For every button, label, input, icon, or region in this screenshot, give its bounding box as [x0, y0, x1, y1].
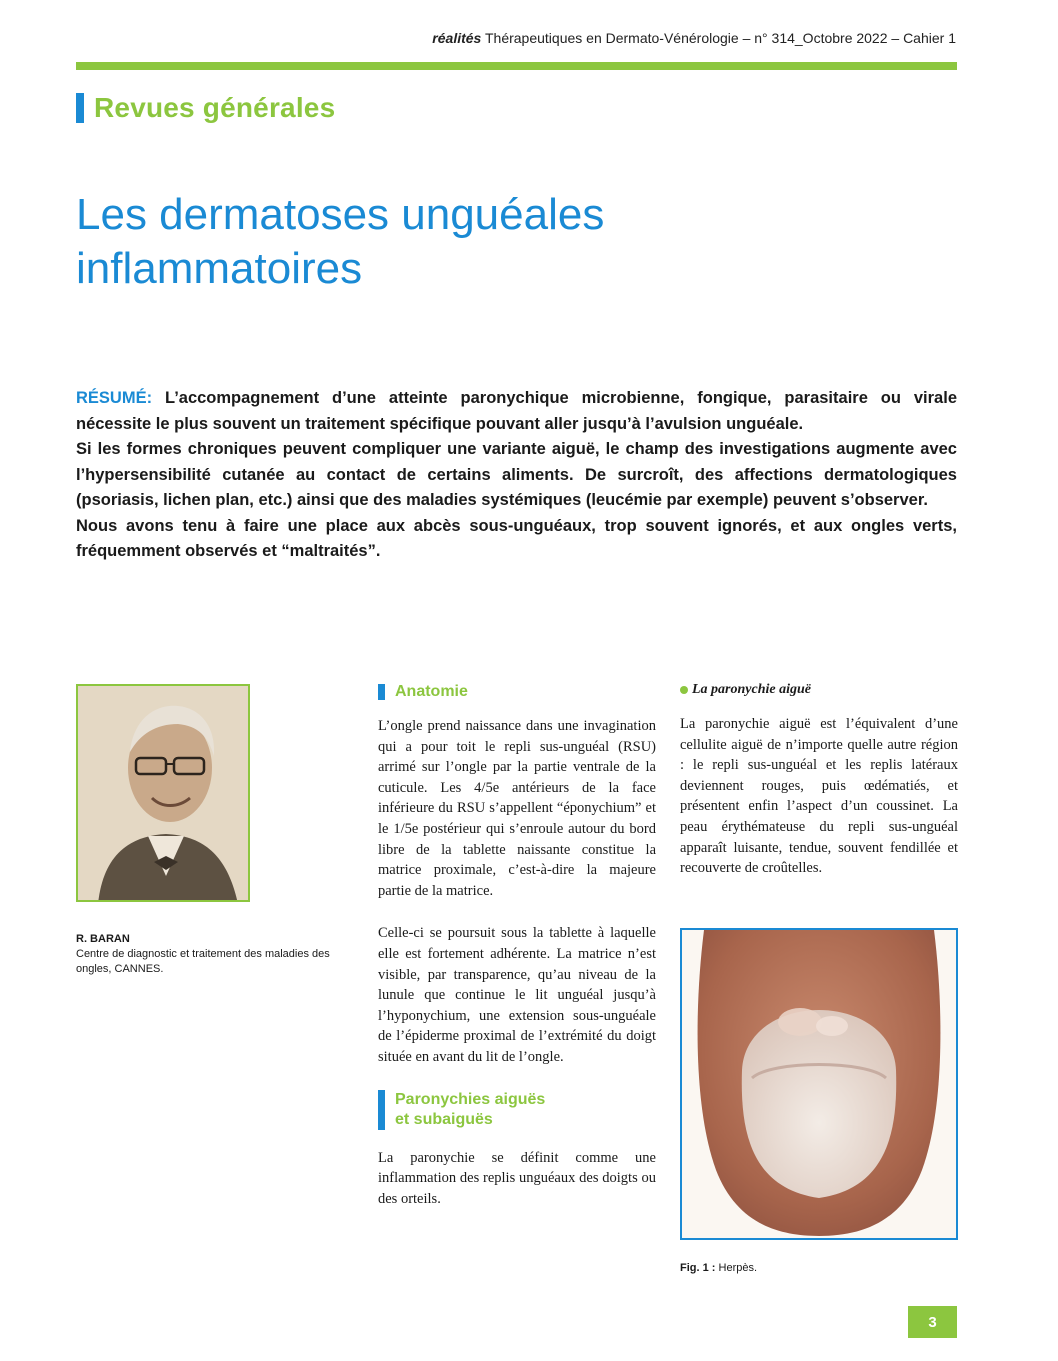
paronychies-body	[378, 1148, 656, 1210]
section-tag	[76, 92, 335, 124]
page-number: 3	[928, 1313, 937, 1331]
figure-1-image	[680, 928, 958, 1240]
running-header	[432, 30, 956, 46]
abstract-para-1	[76, 386, 957, 437]
anatomie-heading	[378, 682, 656, 702]
page-number-badge	[908, 1306, 957, 1338]
fingertip-herpes-photo	[682, 930, 956, 1238]
paronychies-heading-line-2: et subaiguës	[395, 1110, 493, 1128]
heading-bar	[378, 1090, 385, 1130]
abstract-para-2: Si les formes chroniques peuvent compliquer une variante aiguë, le champ des investigations augmente avec l’hypersensibilité cutanée au contact de certains aliments. De surcroît, des affections dermatologiques (psoriasis, lichen plan, etc.) ainsi que des maladies systémiques (leucémie par exemple) peuvent s’observer.	[76, 440, 957, 509]
paronychies-heading-text	[395, 1090, 545, 1130]
abstract-label: RÉSUMÉ:	[76, 389, 153, 407]
figure-caption-text: Herpès.	[715, 1262, 758, 1274]
header-rule	[76, 62, 957, 70]
author-portrait	[76, 684, 250, 902]
column-2	[378, 682, 656, 1231]
abstract-text-1: L’accompagnement d’une atteinte paronychique microbienne, fongique, parasitaire ou virale nécessite le plus souvent un traitement spécifique pouvant aller jusqu’à l’avulsion unguéale.	[76, 389, 957, 433]
author-portrait-drawing	[78, 686, 250, 902]
article-title	[76, 188, 936, 296]
column-3	[680, 682, 958, 901]
journal-issue: Thérapeutiques en Dermato-Vénérologie – n° 314_Octobre 2022 – Cahier 1	[481, 30, 956, 46]
author-name: R. BARAN	[76, 933, 130, 945]
author-block	[76, 932, 346, 977]
paronychie-aigue-para-1: La paronychie aiguë est l’équivalent d’une cellulite aiguë de n’importe quelle autre région : le repli sus-unguéal et les replis latéraux deviennent rouges, puis œdématiés, et présentent enfin l’aspect d’un coussinet. La peau érythémateuse du repli sus-unguéal apparaît luisante, tendue, souvent fendillée et recouverte de croûtelles.	[680, 716, 958, 877]
paronychies-heading-line-1: Paronychies aiguës	[395, 1090, 546, 1108]
author-affiliation: Centre de diagnostic et traitement des maladies des ongles, CANNES.	[76, 948, 330, 975]
anatomie-para-1: L’ongle prend naissance dans une invagination qui a pour toit le repli sus-unguéal (RSU) arrimé sur l’ongle par la partie ventrale de la cuticule. Les 4/5e antérieurs de la face inférieure du RSU s’appellent “éponychium” et le 1/5e postérieur qui s’enroule autour du bord libre de la tablette naissante constitue la matrice proximale, c’est-à-dire la majeure partie de la matrice.	[378, 718, 656, 899]
paronychie-aigue-subheading	[680, 682, 958, 698]
journal-brand: réalités	[432, 30, 482, 46]
bullet-dot-icon	[680, 686, 688, 694]
figure-caption-label: Fig. 1 :	[680, 1262, 716, 1274]
paronychie-aigue-subheading-text: La paronychie aiguë	[692, 682, 811, 697]
heading-bar	[378, 684, 385, 700]
anatomie-heading-text: Anatomie	[395, 683, 468, 700]
anatomie-body	[378, 716, 656, 1068]
title-line-2: inflammatoires	[76, 244, 363, 293]
section-label: Revues générales	[94, 92, 336, 123]
figure-1-caption	[680, 1262, 757, 1274]
abstract	[76, 386, 957, 565]
paronychies-heading	[378, 1090, 656, 1130]
section-tag-bar	[76, 93, 84, 123]
paronychie-aigue-body	[680, 714, 958, 879]
paronychies-para-1: La paronychie se définit comme une inflammation des replis unguéaux des doigts ou des orteils.	[378, 1149, 656, 1207]
title-line-1: Les dermatoses unguéales	[76, 190, 605, 239]
anatomie-para-2: Celle-ci se poursuit sous la tablette à laquelle elle est fortement adhérente. La matrice n’est visible, par transparence, qu’au niveau de la lunule que continue le lit unguéal jusqu’à l’hyponychium, une extension sous-unguéale de l’épiderme proximal de l’extrémité du doigt située en avant du lit de l’ongle.	[378, 925, 656, 1065]
abstract-para-3: Nous avons tenu à faire une place aux abcès sous-unguéaux, trop souvent ignorés, et aux ongles verts, fréquemment observés et “maltraités”.	[76, 516, 957, 560]
